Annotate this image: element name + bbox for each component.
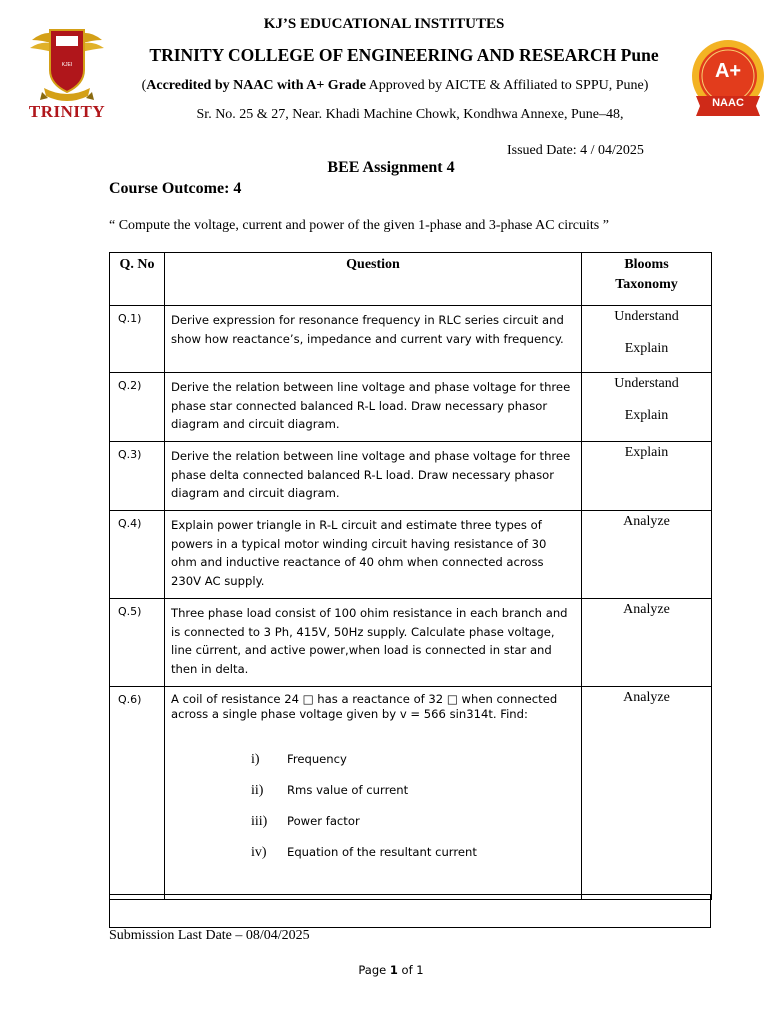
- issued-date: Issued Date: 4 / 04/2025: [507, 143, 644, 158]
- header-question: Question: [165, 253, 582, 306]
- qno-cell: Q.1): [110, 306, 165, 373]
- accreditation-open: (: [141, 78, 147, 93]
- list-item: [251, 750, 575, 781]
- question-cell: Explain power triangle in R-L circuit and estimate three types of powers in a typical motor winding circuit having resistance of 30 ohm and inductive reactance of 40 ohm when connected across 230V AC supply.: [165, 511, 582, 599]
- outcome-statement: “ Compute the voltage, current and power of the given 1-phase and 3-phase AC circuits ”: [109, 218, 609, 233]
- qno-cell: Q.2): [110, 373, 165, 442]
- blooms-level: Analyze: [623, 514, 670, 529]
- qno-cell: Q.6): [110, 687, 165, 900]
- list-item-number: iv): [251, 845, 267, 860]
- list-item-text: Frequency: [287, 752, 347, 766]
- institute-name: KJ’S EDUCATIONAL INSTITUTES: [263, 16, 505, 32]
- naac-grade: A+: [714, 60, 742, 82]
- accreditation-rest: Approved by AICTE & Affiliated to SPPU, Pune): [365, 78, 649, 93]
- naac-banner: NAAC: [712, 97, 744, 109]
- page-prefix: Page: [358, 963, 390, 977]
- list-item-text: Rms value of current: [287, 783, 409, 797]
- blooms-cell: [582, 306, 712, 373]
- list-item-number: i): [251, 752, 260, 767]
- blooms-level: Understand: [614, 309, 679, 324]
- qno-cell: Q.5): [110, 599, 165, 687]
- page-total: 1: [416, 963, 424, 977]
- subquestion-list: [251, 750, 575, 874]
- list-item-text: Equation of the resultant current: [287, 845, 477, 859]
- table-row: [110, 687, 712, 900]
- table-row: [110, 373, 712, 442]
- blooms-level: Understand: [614, 376, 679, 391]
- submission-date: Submission Last Date – 08/04/2025: [109, 928, 310, 943]
- list-item-text: Power factor: [287, 814, 360, 828]
- blooms-cell: [582, 442, 712, 511]
- svg-text:KJEI: KJEI: [61, 62, 73, 68]
- question-intro: A coil of resistance 24 □ has a reactance of 32 □ when connected across a single phase voltage given by v = 566 sin314t. Find:: [171, 692, 558, 721]
- blooms-cell: [582, 599, 712, 687]
- question-cell: Derive the relation between line voltage and phase voltage for three phase star connected balanced R-L load. Draw necessary phasor diagram and circuit diagram.: [165, 373, 582, 442]
- header-blooms-line2: Taxonomy: [615, 277, 678, 292]
- question-table: [109, 252, 712, 900]
- table-row: [110, 442, 712, 511]
- page-current: 1: [389, 963, 398, 977]
- accreditation-bold: Accredited by NAAC with A+ Grade: [146, 78, 366, 93]
- header-blooms-line1: Blooms: [624, 257, 669, 272]
- blooms-level: Explain: [624, 445, 669, 460]
- question-cell: Three phase load consist of 100 ohim resistance in each branch and is connected to 3 Ph, 415V, 50Hz supply. Calculate phase voltage, line cürrent, and active power,when load is connected in star and then in delta.: [165, 599, 582, 687]
- college-name: TRINITY COLLEGE OF ENGINEERING AND RESEARCH Pune: [149, 45, 659, 65]
- qno-cell: Q.3): [110, 442, 165, 511]
- blooms-level: Analyze: [623, 690, 670, 705]
- list-item: [251, 812, 575, 843]
- header-qno: Q. No: [110, 253, 165, 306]
- empty-table-row: [109, 894, 711, 928]
- blooms-level: Explain: [624, 341, 669, 356]
- blooms-cell: [582, 373, 712, 442]
- list-item: [251, 843, 575, 874]
- question-cell: [165, 687, 582, 900]
- qno-cell: Q.4): [110, 511, 165, 599]
- blooms-cell: [582, 687, 712, 900]
- question-cell: Derive the relation between line voltage and phase voltage for three phase delta connected balanced R-L load. Draw necessary phasor diagram and circuit diagram.: [165, 442, 582, 511]
- course-outcome: Course Outcome: 4: [109, 180, 242, 197]
- blooms-cell: [582, 511, 712, 599]
- blooms-level: Explain: [624, 408, 669, 423]
- page-number: [0, 963, 768, 977]
- list-item-number: iii): [251, 814, 268, 829]
- blooms-level: Analyze: [623, 602, 670, 617]
- header-blooms: [582, 253, 712, 306]
- table-row: [110, 306, 712, 373]
- accreditation-line: [0, 78, 768, 94]
- list-item: [251, 781, 575, 812]
- question-cell: Derive expression for resonance frequency in RLC series circuit and show how reactance’s, impedance and current vary with frequency.: [165, 306, 582, 373]
- assignment-title: BEE Assignment 4: [327, 159, 455, 176]
- table-header-row: [110, 253, 712, 306]
- trinity-logo-text: TRINITY: [28, 102, 106, 121]
- list-item-number: ii): [251, 783, 264, 798]
- page-mid: of: [397, 963, 417, 977]
- address: Sr. No. 25 & 27, Near. Khadi Machine Chowk, Kondhwa Annexe, Pune–48,: [196, 107, 624, 122]
- table-row: [110, 511, 712, 599]
- table-row: [110, 599, 712, 687]
